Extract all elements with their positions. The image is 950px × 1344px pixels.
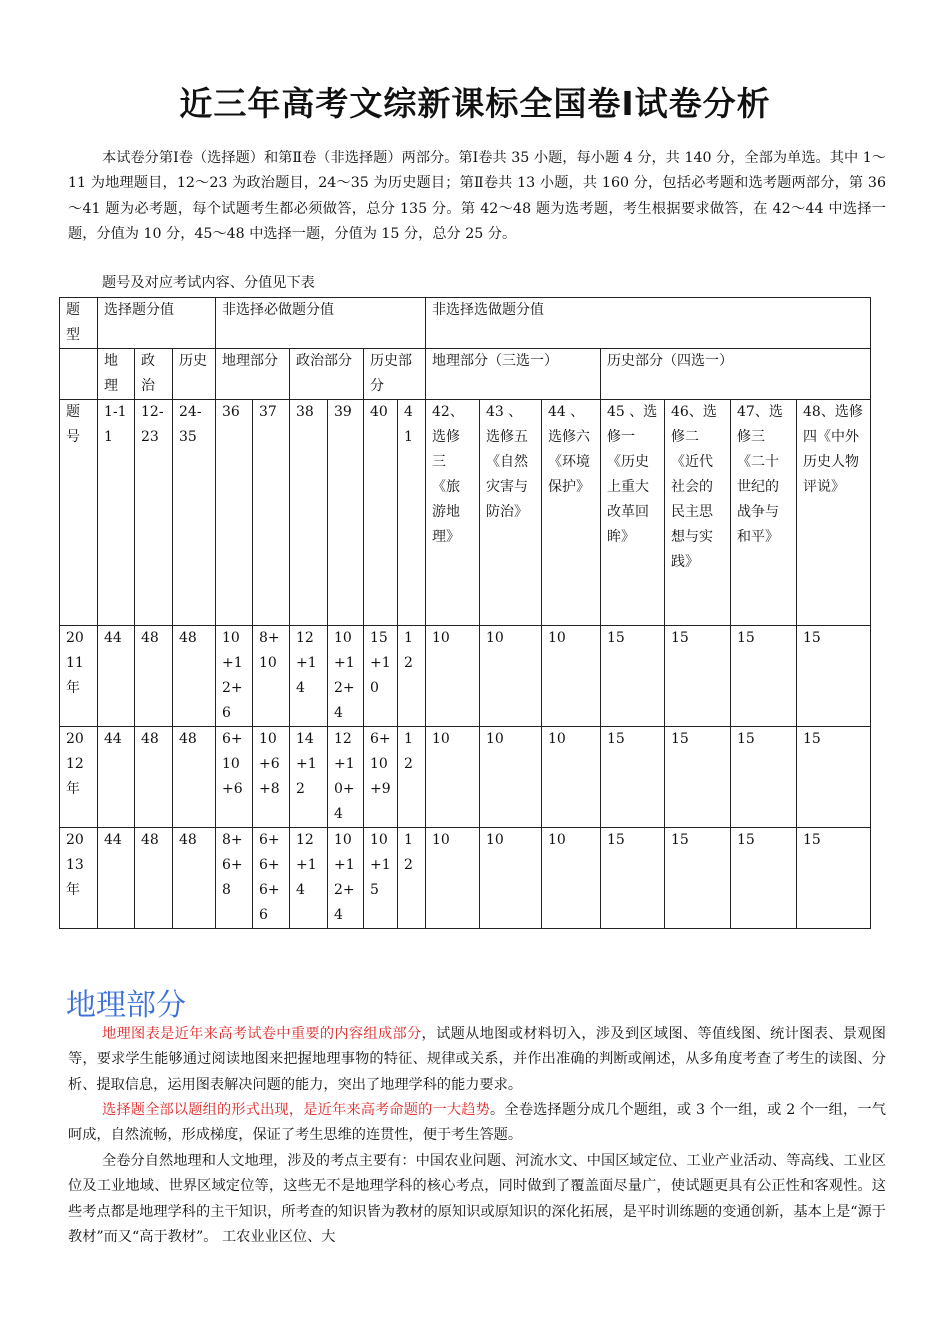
q45: 45 、选修一《历史上重大改革回眸》 [601, 400, 665, 626]
q48: 48、选修四《中外历史人物评说》 [797, 400, 871, 626]
value-cell: 44 [98, 727, 135, 828]
sub-his-optional: 历史部分（四选一） [601, 349, 871, 400]
value-cell: 10+15 [364, 828, 398, 929]
intro-paragraph: 本试卷分第Ⅰ卷（选择题）和第Ⅱ卷（非选择题）两部分。第Ⅰ卷共 35 小题，每小题 4 分，共 140 分，全部为单选。其中 1～11 为地理题目，12～23 为政治题目，24～35 为历史题目；第Ⅱ卷共 13 小题，共 160 分，包括必考题和选考题两部分，第 36～41 题为必考题，每个试题考生都必须做答，总分 135 分。第 42～48 题为选考题，考生根据要求做答，在 42～44 中选择一题，分值为 10 分，45～48 中选择一题，分值为 15 分，总分 25 分。 [68, 150, 886, 243]
table-row [60, 828, 871, 929]
value-cell: 15 [797, 626, 871, 727]
empty-cell [60, 349, 98, 400]
q46: 46、选修二《近代社会的民主思想与实践》 [665, 400, 731, 626]
value-cell: 12+14 [290, 626, 328, 727]
row-label: 题号 [60, 400, 98, 626]
value-cell: 6+10+6 [216, 727, 253, 828]
value-cell: 10+6+8 [253, 727, 290, 828]
sub-geo: 地理 [98, 349, 135, 400]
value-cell: 10+12+6 [216, 626, 253, 727]
table-caption: 题号及对应考试内容、分值见下表 [102, 275, 315, 291]
value-cell: 12 [398, 626, 426, 727]
section-title-geography: 地理部分 [66, 988, 186, 1023]
sub-his-part: 历史部分 [364, 349, 426, 400]
value-cell: 48 [135, 727, 173, 828]
value-cell: 8+6+8 [216, 828, 253, 929]
value-cell: 48 [173, 828, 216, 929]
value-cell: 10 [426, 626, 480, 727]
value-cell: 10 [542, 727, 601, 828]
value-cell: 15 [601, 626, 665, 727]
q40: 40 [364, 400, 398, 626]
geo-paragraph-3: 全卷分自然地理和人文地理，涉及的考点主要有：中国农业问题、河流水文、中国区域定位、工业产业活动、等高线、工业区位及工业地域、世界区域定位等，这些无不是地理学科的核心考点，同时做到了覆盖面尽量广，使试题更具有公正性和客观性。这些考点都是地理学科的主干知识，所考查的知识皆为教材的原知识或原知识的深化拓展，是平时训练题的变通创新，基本上是“源于教材”而又“高于教材”。 工农业业区位、大 [68, 1153, 886, 1246]
value-cell: 15 [601, 828, 665, 929]
value-cell: 12+14 [290, 828, 328, 929]
year-cell: 2012年 [60, 727, 98, 828]
q43: 43 、选修五《自然灾害与防治》 [480, 400, 542, 626]
question-number-row [60, 400, 871, 626]
year-cell: 2013年 [60, 828, 98, 929]
value-cell: 48 [135, 828, 173, 929]
q-his: 24-35 [173, 400, 216, 626]
value-cell: 15+10 [364, 626, 398, 727]
value-cell: 6+6+6+6 [253, 828, 290, 929]
value-cell: 10 [426, 828, 480, 929]
value-cell: 10 [480, 828, 542, 929]
value-cell: 15 [665, 626, 731, 727]
value-cell: 15 [797, 727, 871, 828]
q37: 37 [253, 400, 290, 626]
header-required: 非选择必做题分值 [216, 298, 426, 349]
q-pol: 12-23 [135, 400, 173, 626]
value-cell: 12 [398, 828, 426, 929]
sub-pol-part: 政治部分 [290, 349, 364, 400]
value-cell: 8+10 [253, 626, 290, 727]
q47: 47、选修三《二十世纪的战争与和平》 [731, 400, 797, 626]
q36: 36 [216, 400, 253, 626]
value-cell: 15 [665, 727, 731, 828]
sub-geo-optional: 地理部分（三选一） [426, 349, 601, 400]
value-cell: 48 [173, 626, 216, 727]
table-header-row [60, 298, 871, 349]
value-cell: 10 [426, 727, 480, 828]
highlight-text: 地理图表是近年来高考试卷中重要的内容组成部分 [102, 1026, 422, 1042]
value-cell: 15 [731, 727, 797, 828]
value-cell: 10 [480, 727, 542, 828]
q-geo: 1-11 [98, 400, 135, 626]
value-cell: 15 [797, 828, 871, 929]
q42: 42、选修三《旅游地理》 [426, 400, 480, 626]
value-cell: 14+12 [290, 727, 328, 828]
value-cell: 10 [542, 626, 601, 727]
table-row [60, 727, 871, 828]
sub-pol: 政治 [135, 349, 173, 400]
header-optional: 非选择选做题分值 [426, 298, 871, 349]
value-cell: 12+10+4 [328, 727, 364, 828]
q44: 44 、选修六《环境保护》 [542, 400, 601, 626]
value-cell: 48 [135, 626, 173, 727]
value-cell: 15 [731, 626, 797, 727]
value-cell: 10 [542, 828, 601, 929]
score-table [59, 297, 871, 929]
q41: 41 [398, 400, 426, 626]
geo-paragraph-1 [68, 1022, 886, 1098]
value-cell: 44 [98, 828, 135, 929]
value-cell: 15 [665, 828, 731, 929]
value-cell: 6+10+9 [364, 727, 398, 828]
q38: 38 [290, 400, 328, 626]
value-cell: 10 [480, 626, 542, 727]
value-cell: 10+12+4 [328, 626, 364, 727]
highlight-text: 选择题全部以题组的形式出现，是近年来高考命题的一大趋势 [102, 1102, 491, 1118]
q39: 39 [328, 400, 364, 626]
table-subheader-row [60, 349, 871, 400]
paragraph-text: ，试题从地图或材料切入，涉及到区域图、等值线图、统计图表、景观图等，要求学生能够通过阅读地图来把握地理事物的特征、规律或关系，并作出准确的判断或阐述，从多角度考查了考生的读图、分析、提取信息，运用图表解决问题的能力，突出了地理学科的能力要求。 [68, 1026, 886, 1093]
value-cell: 15 [731, 828, 797, 929]
value-cell: 15 [601, 727, 665, 828]
header-choice: 选择题分值 [98, 298, 216, 349]
table-row [60, 626, 871, 727]
value-cell: 12 [398, 727, 426, 828]
geo-paragraph-2 [68, 1098, 886, 1149]
header-type: 题型 [60, 298, 98, 349]
value-cell: 10+12+4 [328, 828, 364, 929]
paragraph-text: 。全卷选择题分成几个题组，或 3 个一组，或 2 个一组，一气呵成，自然流畅，形成梯度，保证了考生思维的连贯性，便于考生答题。 [68, 1102, 886, 1144]
document-title: 近三年高考文综新课标全国卷Ⅰ试卷分析 [179, 84, 771, 123]
value-cell: 48 [173, 727, 216, 828]
value-cell: 44 [98, 626, 135, 727]
sub-geo-part: 地理部分 [216, 349, 290, 400]
year-cell: 2011年 [60, 626, 98, 727]
sub-his: 历史 [173, 349, 216, 400]
